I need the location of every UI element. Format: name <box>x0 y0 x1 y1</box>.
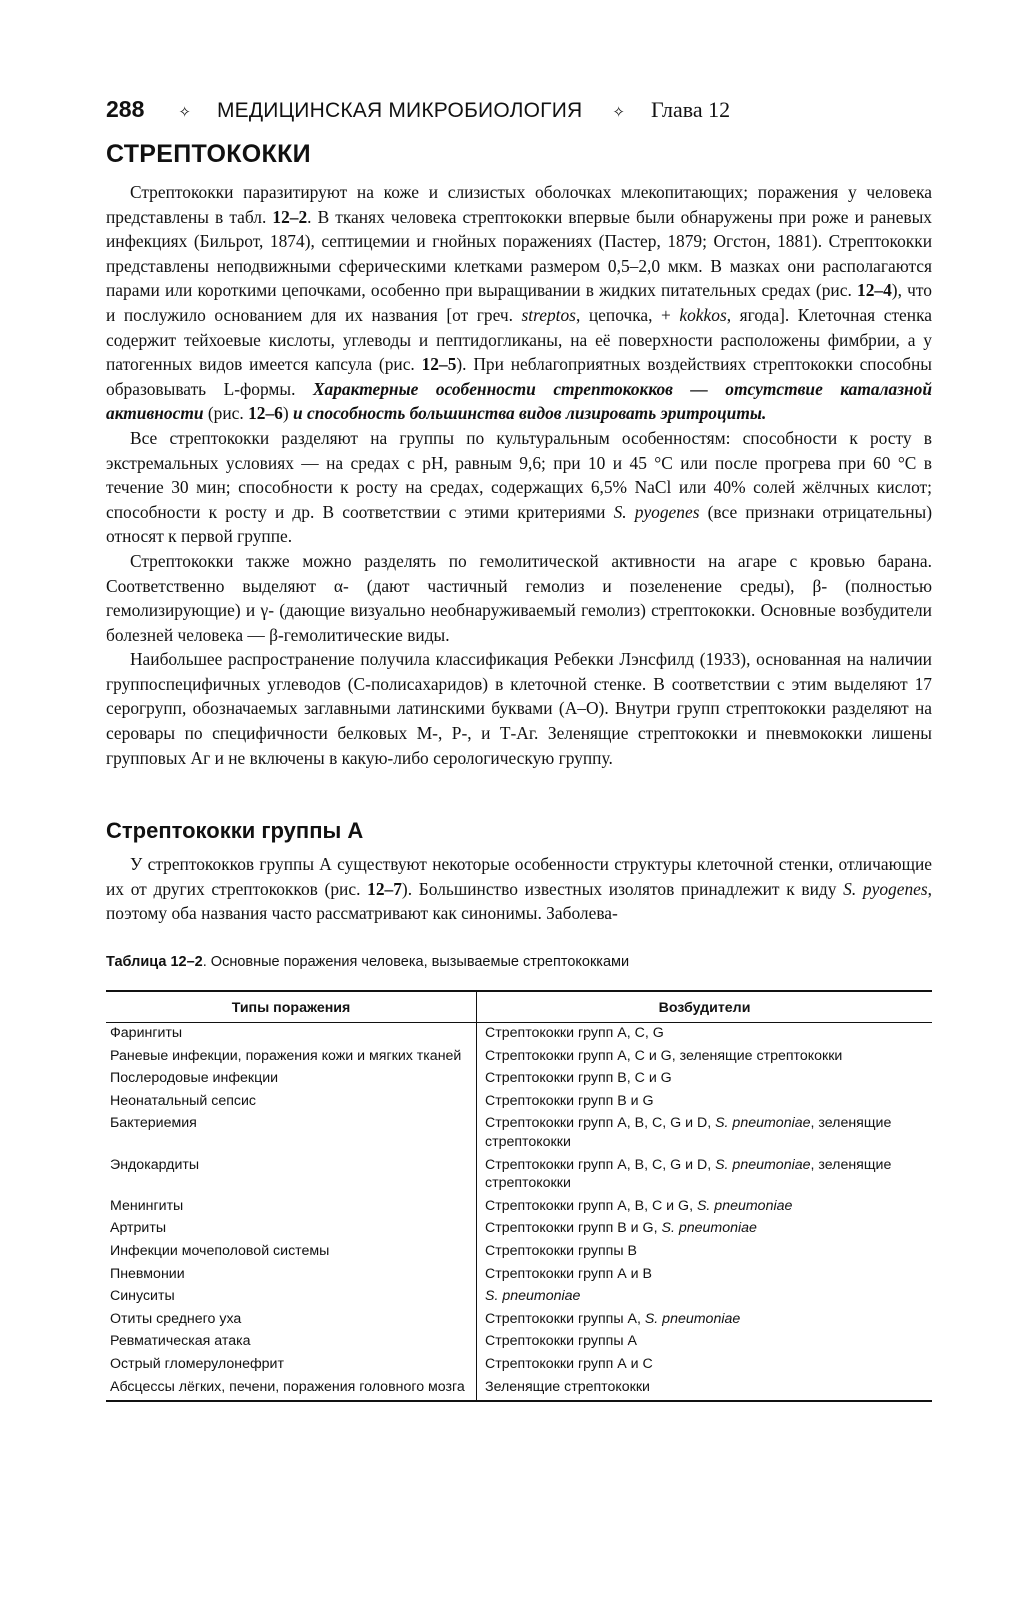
text-run: Стрептококки групп А, В, С, G и D, <box>485 1156 716 1173</box>
text-run: , зеленящие стрептококки <box>485 1115 892 1151</box>
pathogens-cell <box>477 1045 933 1068</box>
text-run: Стрептококки группы А <box>485 1333 637 1350</box>
paragraph <box>106 426 932 549</box>
text-run: , цепочка, + <box>575 304 680 325</box>
text-run: Характерные особенности стрептококков — отсутствие каталазной активности <box>106 378 933 424</box>
running-head <box>106 96 936 130</box>
table-row <box>106 1154 932 1195</box>
text-run: Стрептококки групп А, В, С и G, <box>485 1197 697 1214</box>
text-run: S. pneumoniae <box>696 1197 793 1214</box>
lesion-type-cell: Эндокардиты <box>106 1154 477 1195</box>
text-run: Стрептококки паразитируют на коже и слизистых оболочках млекопитающих; поражения у человека представлены в табл. <box>106 182 932 227</box>
pathogens-cell <box>477 1331 933 1354</box>
lesion-type-cell: Отиты среднего уха <box>106 1308 477 1331</box>
body-text-continued <box>106 852 932 926</box>
diamond-separator-icon: ✧ <box>612 104 625 121</box>
text-run: , поэтому оба названия часто рассматривают как синонимы. Заболева- <box>106 878 932 924</box>
table-row <box>106 1022 932 1045</box>
text-run: Стрептококки групп В, С и G <box>485 1070 672 1087</box>
text-run: Стрептококки также можно разделять по гемолитической активности на агаре с кровью барана. Соответственно выделяют α- (дают частичный гемолиз и позеленение среды), β- (полностью гемолизирующие) и γ- (дающие визуально необнаруживаемый гемолиз) стрептококки. Основные возбудители болезней человека — β-гемолитические виды. <box>106 550 932 645</box>
pathogens-cell <box>477 1286 933 1309</box>
paragraph <box>106 180 932 426</box>
lesion-type-cell: Послеродовые инфекции <box>106 1068 477 1091</box>
lesion-type-cell: Неонатальный сепсис <box>106 1090 477 1113</box>
text-run: и способность большинства видов лизировать эритроциты. <box>293 403 767 424</box>
section-title: СТРЕПТОКОККИ <box>106 140 311 168</box>
pathogens-cell <box>477 1113 933 1154</box>
diamond-separator-icon: ✧ <box>178 104 191 121</box>
book-title: МЕДИЦИНСКАЯ МИКРОБИОЛОГИЯ <box>216 99 583 122</box>
text-run: (рис. <box>203 403 249 424</box>
pathogens-cell <box>477 1090 933 1113</box>
lesion-type-cell: Бактериемия <box>106 1113 477 1154</box>
text-run: , ягода]. Клеточная стенка содержит тейхоевые кислоты, углеводы и пептидогликаны, на её поверхности расположены фимбрии, а у патогенных видов имеется капсула (рис. <box>106 304 932 375</box>
text-run: ) <box>282 403 294 424</box>
text-run: Стрептококки групп В и G <box>485 1092 654 1109</box>
text-run: Наибольшее распространение получила классификация Ребекки Лэнсфилд (1933), основанная на наличии группоспецифичных углеводов (С-полисахаридов) в клеточной стенке. В соответствии с этим выделяют 17 серогрупп, обозначаемых заглавными латинскими буквами (А–О). Внутри групп стрептококки разделяют на серовары по специфичности белковых М-, Р-, и Т-Аг. Зеленящие стрептококки и пневмококки лишены групповых Аг и не включены в какую-либо серологическую группу. <box>106 649 932 768</box>
lesion-type-cell: Ревматическая атака <box>106 1331 477 1354</box>
lesion-type-cell: Абсцессы лёгких, печени, поражения головного мозга <box>106 1376 477 1401</box>
column-header-pathogens: Возбудители <box>477 991 933 1022</box>
text-run: Все стрептококки разделяют на группы по культуральным особенностям: способности к росту в экстремальных условиях — на средах с pH, равным 9,6; при 10 и 45 °С или после прогрева при 60 °С в течение 30 мин; способности к росту на средах, содержащих 6,5% NaCl или 40% солей жёлчных кислот; способности к росту и др. В соответствии с этими критериями <box>106 427 932 522</box>
lesion-type-cell: Раневые инфекции, поражения кожи и мягких тканей <box>106 1045 477 1068</box>
text-run: ). Большинство известных изолятов принадлежит к виду <box>401 878 844 899</box>
paragraph <box>106 647 932 770</box>
chapter-label: Глава 12 <box>650 97 731 122</box>
text-run: , зеленящие стрептококки <box>485 1156 892 1192</box>
text-run: S. pyogenes <box>613 501 700 522</box>
pathogens-cell <box>477 1354 933 1377</box>
table-row <box>106 1331 932 1354</box>
table-row <box>106 1376 932 1401</box>
table-row <box>106 1263 932 1286</box>
paragraph <box>106 852 932 926</box>
lesion-type-cell: Синуситы <box>106 1286 477 1309</box>
subsection-title: Стрептококки группы А <box>106 818 364 843</box>
table-row <box>106 1045 932 1068</box>
lesion-type-cell: Инфекции мочеполовой системы <box>106 1241 477 1264</box>
text-run: 12–2 <box>272 206 308 227</box>
table-row <box>106 1090 932 1113</box>
text-run: S. pneumoniae <box>661 1220 757 1237</box>
text-run: (все признаки отрицательны) относят к первой группе. <box>106 501 932 547</box>
text-run: У стрептококков группы А существуют некоторые особенности структуры клеточной стенки, отличающие их от других стрептококков (рис. <box>106 854 932 899</box>
body-text <box>106 180 932 770</box>
text-run: Стрептококки групп А и В <box>485 1265 653 1282</box>
column-header-lesion-type: Типы поражения <box>106 991 477 1022</box>
table-row <box>106 1354 932 1377</box>
pathogens-cell <box>477 1308 933 1331</box>
text-run: streptos <box>521 304 576 325</box>
text-run: 12–7 <box>367 878 402 899</box>
pathogens-cell <box>477 1376 933 1401</box>
text-run: ), что и послужило основанием для их названия [от греч. <box>106 280 932 325</box>
table-row <box>106 1241 932 1264</box>
table-row <box>106 1286 932 1309</box>
table-caption <box>106 954 629 970</box>
text-run: S. pyogenes <box>843 878 928 899</box>
pathogens-cell <box>477 1068 933 1091</box>
lesion-type-cell: Острый гломерулонефрит <box>106 1354 477 1377</box>
table-header-row <box>106 991 932 1022</box>
table-row <box>106 1113 932 1154</box>
pathogens-cell <box>477 1241 933 1264</box>
pathogens-cell <box>477 1218 933 1241</box>
paragraph <box>106 549 932 647</box>
text-run: Стрептококки группы А, <box>485 1310 645 1327</box>
table-row <box>106 1218 932 1241</box>
text-run: 12–5 <box>421 354 457 375</box>
text-run: Стрептококки групп А, С и G, зеленящие стрептококки <box>485 1047 843 1064</box>
text-run: Зеленящие стрептококки <box>485 1378 650 1395</box>
lesion-type-cell: Артриты <box>106 1218 477 1241</box>
text-run: 12–6 <box>248 403 283 424</box>
text-run: S. pneumoniae <box>644 1310 741 1327</box>
text-run: Стрептококки групп В и G, <box>485 1220 662 1237</box>
lesion-type-cell: Пневмонии <box>106 1263 477 1286</box>
text-run: S. pneumoniae <box>485 1288 581 1305</box>
table-row <box>106 1308 932 1331</box>
text-run: . В тканях человека стрептококки впервые были обнаружены при роже и раневых инфекциях (Бильрот, 1874), септицемии и гнойных поражениях (Пастер, 1879; Огстон, 1881). Стрептококки представлены неподвижными сферическими клетками размером 0,5–2,0 мкм. В мазках они располагаются парами или короткими цепочками, особенно при выращивании в жидких питательных средах (рис. <box>106 206 933 301</box>
lesion-type-cell: Менингиты <box>106 1195 477 1218</box>
text-run: Стрептококки группы В <box>485 1243 637 1260</box>
text-run: kokkos <box>679 304 727 325</box>
table-row <box>106 1068 932 1091</box>
text-run: S. pneumoniae <box>715 1156 811 1173</box>
table-caption-text: . Основные поражения человека, вызываемые стрептококками <box>202 954 630 970</box>
text-run: Стрептококки групп А, В, С, G и D, <box>485 1115 716 1132</box>
text-run: 12–4 <box>857 280 892 301</box>
pathogens-cell <box>477 1154 933 1195</box>
text-run: Стрептококки групп А и С <box>485 1356 653 1372</box>
text-run: Стрептококки групп А, С, G <box>485 1025 664 1042</box>
table-caption-label: Таблица 12–2 <box>106 954 203 970</box>
lesions-table <box>106 990 932 1402</box>
page-number: 288 <box>106 96 145 122</box>
lesion-type-cell: Фарингиты <box>106 1022 477 1045</box>
pathogens-cell <box>477 1263 933 1286</box>
pathogens-cell <box>477 1195 933 1218</box>
text-run: ). При неблагоприятных воздействиях стрептококки способны образовывать L-формы. <box>106 354 932 399</box>
pathogens-cell <box>477 1022 933 1045</box>
text-run: S. pneumoniae <box>715 1115 811 1132</box>
table-row <box>106 1195 932 1218</box>
